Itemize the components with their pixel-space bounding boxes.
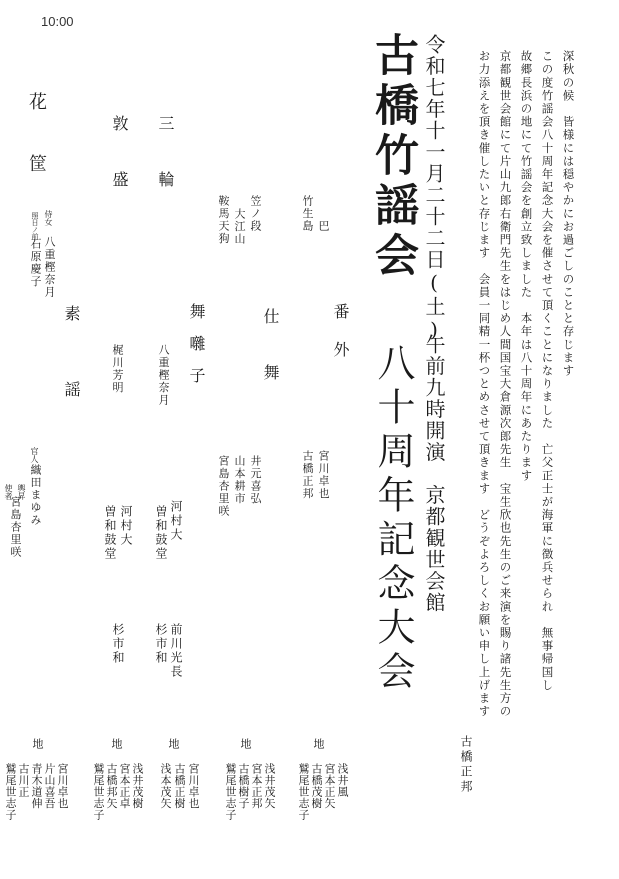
shimai-play-2: 大江山: [233, 208, 246, 246]
shimai-play-3: 鞍馬天狗: [217, 195, 230, 245]
event-title: 古橋竹謡会: [367, 32, 418, 282]
ji-label-4: 地: [239, 738, 252, 749]
maibayashi-heading: 舞囃子: [187, 303, 206, 399]
ji-group-2-member-2: 宮本正卓: [118, 763, 131, 809]
ji-group-1-member-3: 青木道伸: [30, 763, 43, 809]
ji-group-5-member-2: 宮本正矢: [323, 763, 336, 809]
maibayashi-musician-b1: 河村大: [119, 505, 133, 547]
ji-group-4-member-1: 浅井茂矢: [263, 763, 276, 809]
event-time-venue: 午前九時開演 京都観世会館: [422, 334, 446, 614]
greeting-signature: 古橋正邦: [459, 735, 473, 795]
maibayashi-musician-b3: 杉市和: [111, 623, 125, 665]
maibayashi-musician-a4: 杉市和: [154, 623, 168, 665]
sugai-name-b1: 織田まゆみ: [29, 464, 42, 527]
ji-group-2-member-3: 古橋邦矢: [105, 763, 118, 809]
bangai-play-1: 巴: [317, 220, 330, 233]
sugai-name-b2: 宮島杏里咲: [9, 496, 22, 559]
ji-group-4-member-2: 宮本正邦: [250, 763, 263, 809]
ji-group-5-member-3: 古橋茂樹: [310, 763, 323, 809]
ji-group-1-member-5: 鷲尾世志子: [4, 763, 17, 821]
sugai-play-atsumori: 敦盛: [110, 115, 129, 227]
ji-group-2-member-1: 浅井茂樹: [131, 763, 144, 809]
ji-group-1-member-2: 片山喜吾: [43, 763, 56, 809]
shimai-performer-3: 宮島杏里咲: [217, 455, 230, 518]
sugai-role-a1: 侍女: [44, 210, 53, 226]
maibayashi-sub: 八重樫奈月: [157, 344, 170, 407]
bangai-performer-2: 古橋正邦: [301, 450, 314, 500]
status-time: 10:00: [41, 14, 74, 29]
ji-group-5-member-1: 浅井風: [336, 763, 349, 798]
sugai-heading: 素謡: [62, 305, 81, 457]
ji-group-5-member-4: 鷲尾世志子: [297, 763, 310, 821]
greeting-line-5: お力添えを頂き催したいと存じます 会員一同精一杯つとめさせて頂きます どうぞよろしくお願い申し上げます: [477, 50, 492, 719]
bangai-heading: 番外: [331, 303, 350, 379]
bangai-performer-1: 宮川卓也: [317, 450, 330, 500]
shimai-heading: 仕舞: [261, 308, 280, 420]
maibayashi-shite: 梶川芳明: [111, 344, 124, 394]
sugai-role-b3: 使者: [4, 484, 13, 500]
shimai-performer-2: 山本耕市: [233, 455, 246, 505]
sugai-name-a2: 石原慶子: [29, 238, 42, 288]
event-subtitle: 八十周年記念大会: [371, 343, 415, 695]
greeting-line-3: 故郷長浜の地にて竹謡会を創立致しました 本年は八十周年にあたります: [519, 50, 534, 483]
ji-label-1: 地: [31, 738, 44, 749]
sugai-play-hanagatami: 花筐: [26, 92, 47, 216]
shimai-play-1: 笠ノ段: [249, 195, 262, 233]
ji-group-2-member-4: 鷲尾世志子: [92, 763, 105, 821]
event-date: 令和七年十一月二十二日(土): [422, 34, 446, 343]
ji-label-3: 地: [167, 738, 180, 749]
sugai-role-b1: 官人: [30, 447, 39, 463]
ji-group-3-member-3: 浅本茂矢: [159, 763, 172, 809]
ji-group-1-member-4: 古川正: [17, 763, 30, 798]
greeting-line-1: 深秋の候 皆様には穏やかにお過ごしのことと存じます: [561, 50, 576, 378]
maibayashi-musician-a1: 河村大: [169, 500, 183, 542]
greeting-line-4: 京都観世会館にて片山九郎右衛門先生をはじめ人間国宝大倉源次郎先生 宝生欣也先生のご来演を賜り諸先生方の: [498, 50, 513, 719]
sugai-role-b2: 輿昇: [17, 484, 26, 500]
greeting-line-2: この度竹謡会八十周年記念大会を催させて頂くことになりました 亡父正士が海軍に徴兵せられ 無事帰国し: [540, 50, 555, 692]
ji-group-1-member-1: 宮川卓也: [56, 763, 69, 809]
ji-label-2: 地: [110, 738, 123, 749]
maibayashi-musician-a3: 前川光長: [169, 623, 183, 679]
ji-label-5: 地: [312, 738, 325, 749]
maibayashi-play: 三輪: [156, 115, 175, 227]
sugai-role-a2: 照日ノ前: [31, 212, 39, 240]
sugai-name-a1: 八重樫奈月: [43, 236, 56, 299]
shimai-performer-1: 井元喜弘: [249, 455, 262, 505]
maibayashi-musician-b2: 曽和鼓堂: [103, 505, 117, 561]
ji-group-4-member-3: 古橋樹子: [237, 763, 250, 809]
ji-group-3-member-1: 宮川卓也: [187, 763, 200, 809]
ji-group-4-member-4: 鷲尾世志子: [224, 763, 237, 821]
maibayashi-musician-a2: 曽和鼓堂: [154, 505, 168, 561]
ji-group-3-member-2: 古橋正樹: [173, 763, 186, 809]
bangai-play-2: 竹生島: [301, 195, 314, 233]
